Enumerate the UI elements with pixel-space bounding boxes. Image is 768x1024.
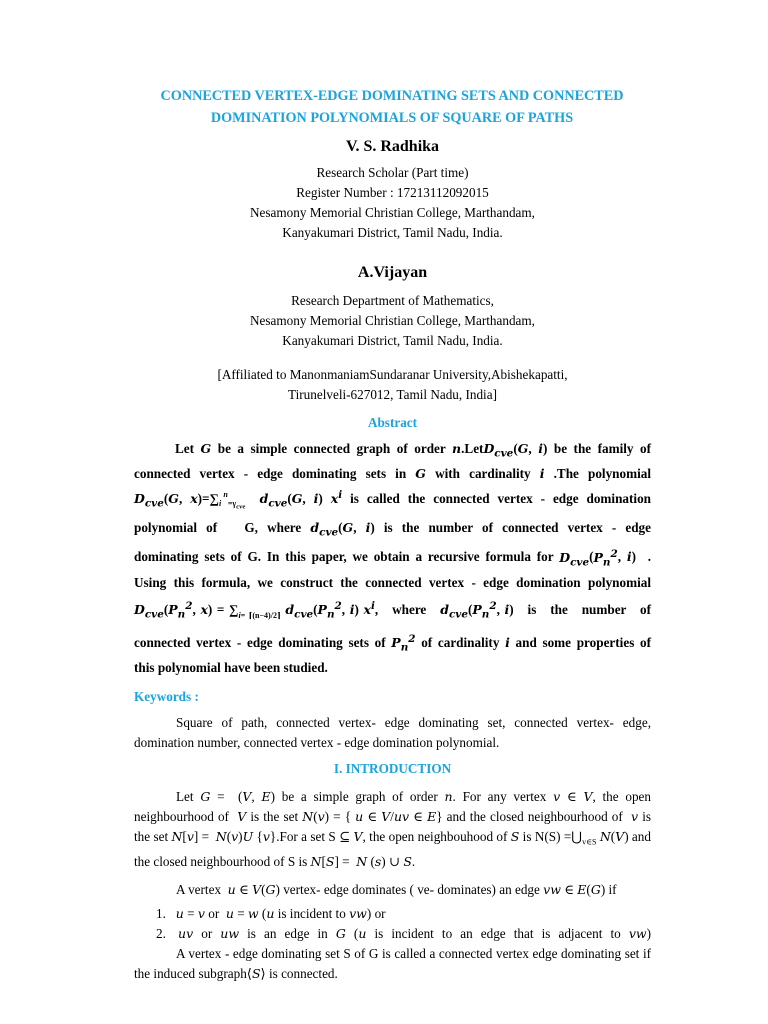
author-1-affiliation (134, 163, 651, 243)
abstract-line: $D_{cve}(G$, $x)=\sum_{i =\gamma_{cve}}^n$ $d_{cve}(G$, i) $x^i$ is called the connected vertex - edge domination (134, 488, 651, 511)
keywords-text: Square of path, connected vertex- edge dominating set, connected vertex- edge, domination number, connected vertex - edge domination polynomial. (134, 714, 651, 750)
affil-line: Nesamony Memorial Christian College, Marthandam, (250, 313, 535, 328)
condition-list (134, 904, 651, 944)
author-2-name: A.Vijayan (357, 264, 428, 281)
abstract-body (134, 439, 651, 679)
abstract-line: Using this formula, we construct the connected vertex - edge domination polynomial (134, 574, 651, 590)
paper-page (134, 85, 651, 984)
affil-line: Nesamony Memorial Christian College, Marthandam, (250, 205, 535, 220)
affiliated-line: Tirunelveli-627012, Tamil Nadu, India] (288, 387, 497, 402)
intro-paragraph-1: Let G = (V, E) be a simple graph of order n. For any vertex v ∈ V, the open neighbourhood of V is the set N(v) = { u ∈ V/uv ∈ E} and the closed neighbourhood of v is the set N[v] = N(v)U {v}.For a set S ⊆ V, the open neighbouhood of S is $N(S) =⋃_{v\in S}$ N(V) and the closed neighbourhood of S is N[S] = N (s) ∪ S. (134, 788, 651, 870)
abstract-line: connected vertex - edge dominating sets of $P_n^2$ of cardinality i and some properties of (134, 632, 651, 654)
affil-line: Kanyakumari District, Tamil Nadu, India. (282, 333, 503, 348)
affiliated-line: [Affiliated to ManonmaniamSundaranar University,Abishekapatti, (217, 367, 568, 382)
affil-line: Register Number : 17213112092015 (296, 185, 489, 200)
abstract-line: dominating sets of G. In this paper, we obtain a recursive formula for $D_{cve}(P_n^2$, i) . (134, 547, 652, 569)
introduction-heading: I. INTRODUCTION (333, 760, 452, 776)
intro-paragraph-2: A vertex u ∈ V(G) vertex- edge dominates ( ve- dominates) an edge vw ∈ E(G) if (176, 882, 617, 898)
affiliated-note (134, 365, 651, 405)
affil-line: Research Scholar (Part time) (316, 165, 469, 180)
list-item: 1. u = v or u = w (u is incident to vw) or (156, 906, 386, 922)
intro-paragraph-3: A vertex - edge dominating set S of G is called a connected vertex edge dominating set if the induced subgraph⟨S⟩ is connected. (134, 946, 651, 982)
title-line-1: CONNECTED VERTEX-EDGE DOMINATING SETS AND CONNECTED (160, 88, 624, 104)
list-item: 2. uv or uw is an edge in G (u is incident to an edge that is adjacent to vw) (156, 926, 651, 942)
title-line-2: DOMINATION POLYNOMIALS OF SQUARE OF PATHS (210, 110, 574, 126)
author-1-name: V. S. Radhika (345, 138, 440, 155)
keywords-heading: Keywords : (134, 688, 199, 704)
affil-line: Research Department of Mathematics, (291, 293, 494, 308)
abstract-line: connected vertex - edge dominating sets in G with cardinality i .The polynomial (134, 466, 652, 481)
affil-line: Kanyakumari District, Tamil Nadu, India. (282, 225, 503, 240)
abstract-heading: Abstract (367, 415, 418, 430)
paper-title (112, 85, 672, 129)
author-2-affiliation (134, 291, 651, 351)
abstract-line: Let G be a simple connected graph of order n.LetD$_{cve}$(G, i) be the family of (175, 441, 652, 460)
abstract-line: this polynomial have been studied. (134, 660, 328, 675)
abstract-line: polynomial of G, where $d_{cve}(G$, i) is the number of connected vertex - edge (134, 520, 651, 539)
abstract-line: $D_{cve}(P_n^2$, $x) = \sum_{i= ⌈(n-4)/2⌉}$ $d_{cve}(P_n^2$, i) $x^i$, where $d_{cve}(P_n^2$, i) is the number of (134, 600, 652, 621)
